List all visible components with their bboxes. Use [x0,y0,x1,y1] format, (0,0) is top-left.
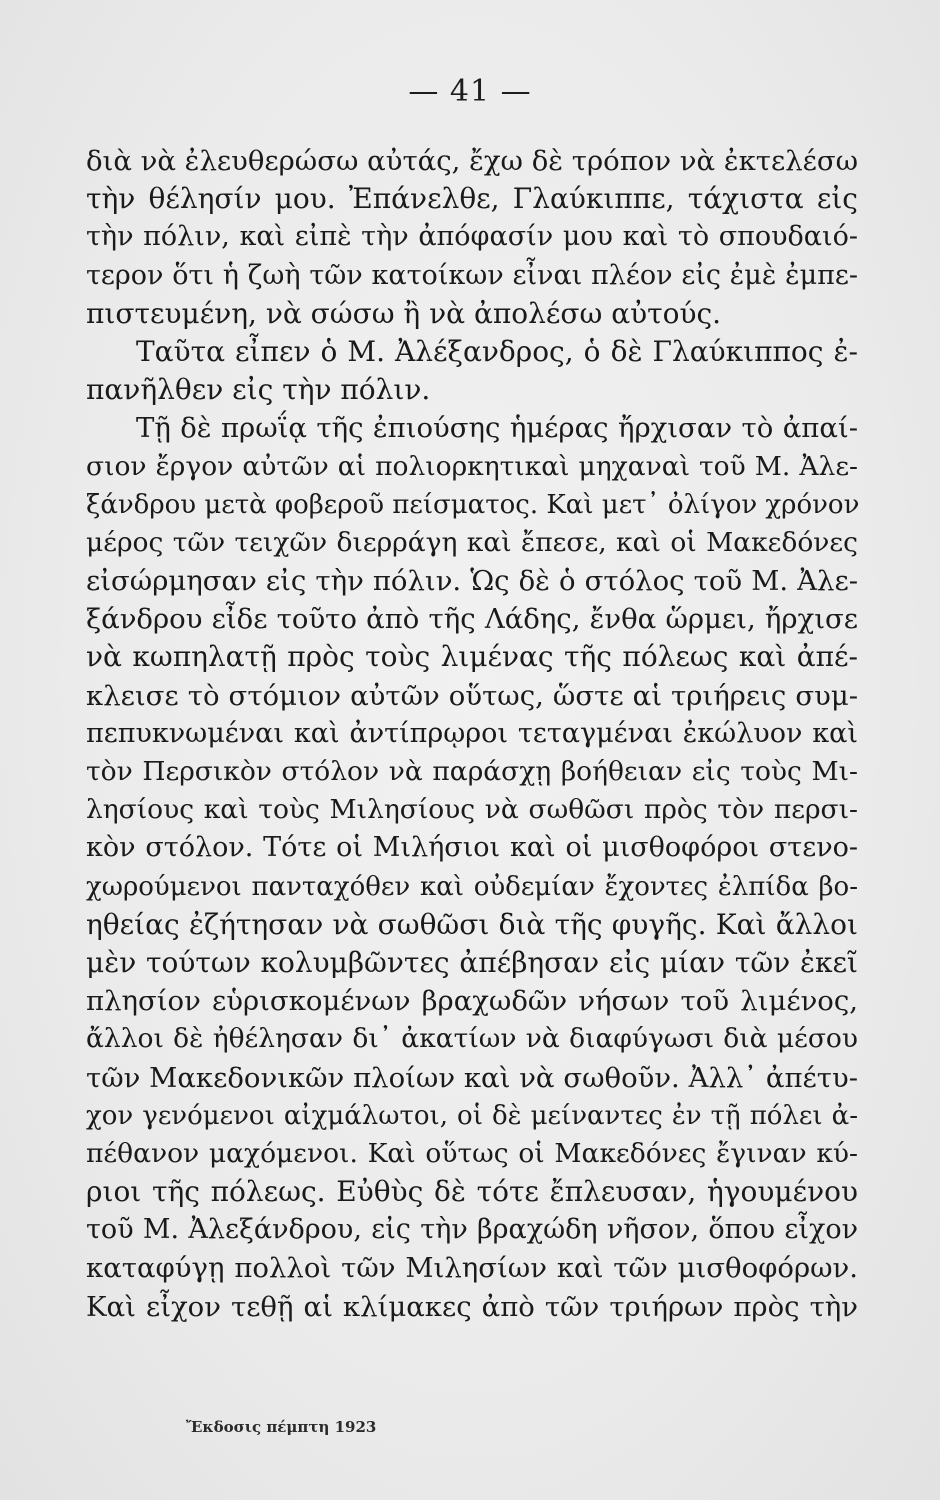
text-line: τερον ὅτι ἡ ζωὴ τῶν κατοίκων εἶναι πλέον εἰς ἐμὲ ἐμπε- [86,259,858,291]
text-line: ριοι τῆς πόλεως. Εὐθὺς δὲ τότε ἔπλευσαν, ἡγουμένου [86,1175,858,1209]
text-line: Καὶ εἶχον τεθῇ αἱ κλίμακες ἀπὸ τῶν τριήρων πρὸς τὴν [86,1290,858,1323]
text-line: χωρούμενοι πανταχόθεν καὶ οὐδεμίαν ἔχοντες ἐλπίδα βο- [86,871,858,902]
text-line: τῶν Μακεδονικῶν πλοίων καὶ νὰ σωθοῦν. Ἀλλ᾽ ἀπέτυ- [86,1061,858,1094]
text-line: καταφύγῃ πολλοὶ τῶν Μιλησίων καὶ τῶν μισθοφόρων. [86,1252,858,1285]
text-line: λησίους καὶ τοὺς Μιλησίους νὰ σωθῶσι πρὸς τὸν περσι- [86,794,858,826]
text-line: πλησίον εὑρισκομένων βραχωδῶν νήσων τοῦ λιμένος, [86,985,858,1018]
text-line: πανῆλθεν εἰς τὴν πόλιν. [86,373,431,407]
text-line: τὸν Περσικὸν στόλον νὰ παράσχῃ βοήθειαν εἰς τοὺς Μι- [86,756,858,787]
text-line: ξάνδρου εἶδε τοῦτο ἀπὸ τῆς Λάδης, ἔνθα ὥρμει, ἤρχισε [86,603,858,636]
text-line: πεπυκνωμέναι καὶ ἀντίπρῳροι τεταγμέναι ἐκώλυον καὶ [86,717,858,749]
text-line: σιον ἔργον αὐτῶν αἱ πολιορκητικαὶ μηχαναὶ τοῦ Μ. Ἀλε- [86,450,858,482]
text-line: εἰσώρμησαν εἰς τὴν πόλιν. Ὡς δὲ ὁ στόλος τοῦ Μ. Ἀλε- [86,565,858,598]
text-line: πέθανον μαχόμενοι. Καὶ οὕτως οἱ Μακεδόνες ἔγιναν κύ- [86,1137,858,1169]
page-number: — 41 — [408,74,532,109]
text-line: ἄλλοι δὲ ἠθέλησαν δι᾽ ἀκατίων νὰ διαφύγωσι διὰ μέσου [86,1023,858,1055]
text-line: τοῦ Μ. Ἀλεξάνδρου, εἰς τὴν βραχώδη νῆσον, ὅπου εἶχον [86,1214,858,1246]
text-line: ξάνδρου μετὰ φοβεροῦ πείσματος. Καὶ μετ᾽ ὀλίγον χρόνον [86,489,860,520]
text-line: μὲν τούτων κολυμβῶντες ἀπέβησαν εἰς μίαν τῶν ἐκεῖ [86,945,858,979]
edition-footer: Ἔκδοσις πέμπτη 1923 [186,1418,377,1436]
text-line: χον γενόμενοι αἰχμάλωτοι, οἱ δὲ μείναντες ἐν τῇ πόλει ἀ- [86,1100,858,1131]
text-line: τὴν πόλιν, καὶ εἰπὲ τὴν ἀπόφασίν μου καὶ τὸ σπουδαιό- [86,221,858,253]
text-line: μέρος τῶν τειχῶν διερράγη καὶ ἔπεσε, καὶ οἱ Μακεδόνες [86,526,858,558]
text-line: κὸν στόλον. Τότε οἱ Μιλήσιοι καὶ οἱ μισθοφόροι στενο- [86,832,858,864]
body-text [86,142,858,1326]
text-line: πιστευμένη, νὰ σώσω ἢ νὰ ἀπολέσω αὐτούς. [86,296,722,330]
text-line: Τῇ δὲ πρωΐᾳ τῆς ἐπιούσης ἡμέρας ἤρχισαν τὸ ἀπαί- [136,412,858,445]
text-line: κλεισε τὸ στόμιον αὐτῶν οὕτως, ὥστε αἱ τριήρεις συμ- [86,679,858,712]
text-line: Ταῦτα εἶπεν ὁ Μ. Ἀλέξανδρος, ὁ δὲ Γλαύκιππος ἐ- [136,334,858,368]
text-line: διὰ νὰ ἐλευθερώσω αὐτάς, ἔχω δὲ τρόπον νὰ ἐκτελέσω [86,145,859,177]
text-line: τὴν θέλησίν μου. Ἐπάνελθε, Γλαύκιππε, τάχιστα εἰς [86,182,858,216]
text-line: ηθείας ἐζήτησαν νὰ σωθῶσι διὰ τῆς φυγῆς. Καὶ ἄλλοι [86,907,858,941]
text-line: νὰ κωπηλατῇ πρὸς τοὺς λιμένας τῆς πόλεως καὶ ἀπέ- [86,640,858,674]
